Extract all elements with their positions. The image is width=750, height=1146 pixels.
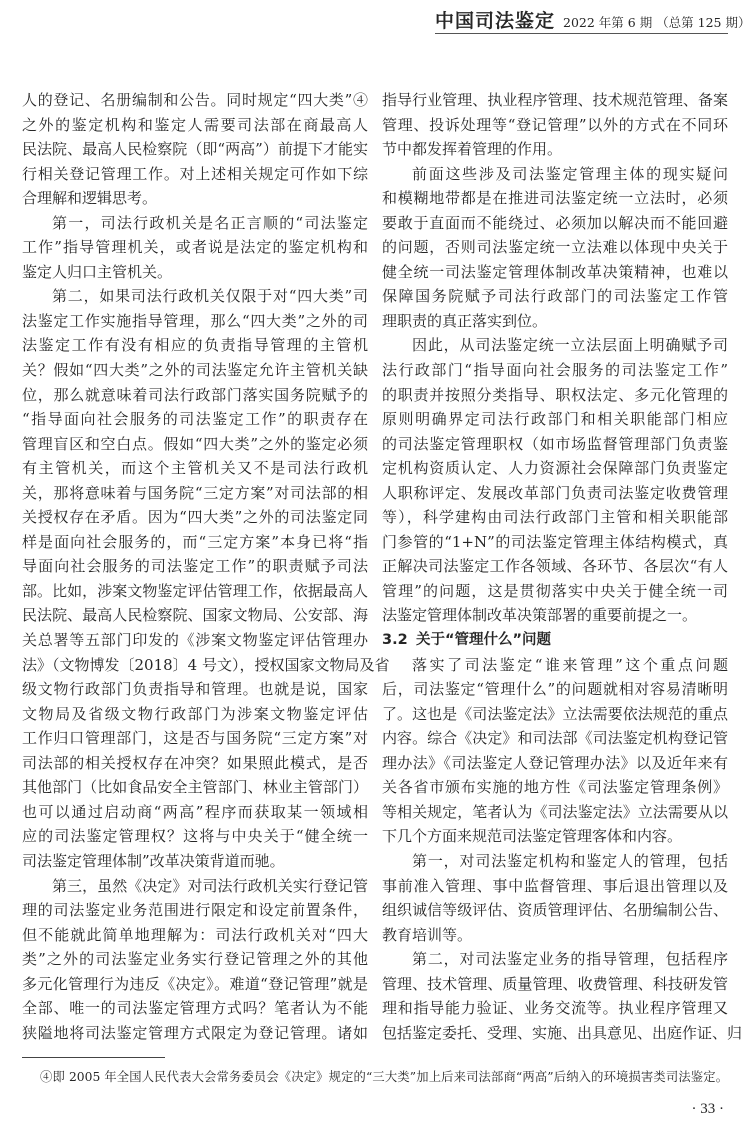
footnote: ④即 2005 年全国人民代表大会常务委员会《决定》规定的“三大类”加上后来司法部商“两高”后纳入的环境损害类司法鉴定。 xyxy=(40,1070,728,1084)
paragraph xyxy=(382,162,728,334)
text-line: 理的司法鉴定业务范围进行限定和设定前置条件， xyxy=(22,901,368,920)
text-line: 节中都发挥着管理的作用。 xyxy=(382,140,563,159)
text-line: 事前准入管理、事中监督管理、事后退出管理以及 xyxy=(382,876,728,895)
text-line: 理办法》《司法鉴定人登记管理办法》以及近年来有 xyxy=(382,753,728,772)
text-line: 管理盲区和空白点。假如“四大类”之外的鉴定必须 xyxy=(22,434,368,453)
text-line: 其他部门（比如食品安全主管部门、林业主管部门） xyxy=(22,778,368,797)
text-line: 多元化管理行为违反《决定》。难道“登记管理”就是 xyxy=(22,974,368,993)
text-line: 第二，对司法鉴定业务的指导管理，包括程序 xyxy=(412,950,728,969)
paragraph xyxy=(382,849,728,947)
text-line: 第二，如果司法行政机关仅限于对“四大类”司 xyxy=(52,287,368,306)
paragraph xyxy=(382,947,743,1045)
text-line: 管理”的问题，这是贯彻落实中央关于健全统一司 xyxy=(382,581,728,600)
footnote-divider xyxy=(22,1057,165,1058)
text-line: 教育培训等。 xyxy=(382,925,473,944)
text-line: 第三，虽然《决定》对司法行政机关实行登记管 xyxy=(52,876,368,895)
text-line: 和模糊地带都是在推进司法鉴定统一立法时，必须 xyxy=(382,189,728,208)
text-line: 民法院、最高人民检察院、国家文物局、公安部、海 xyxy=(22,606,368,625)
paragraph xyxy=(22,88,368,211)
text-line: 第一，司法行政机关是名正言顺的“司法鉴定 xyxy=(52,213,368,232)
text-line: 指导行业管理、执业程序管理、技术规范管理、备案 xyxy=(382,91,728,109)
section-number: 3.2 xyxy=(382,632,408,649)
text-line: 因此，从司法鉴定统一立法层面上明确赋予司 xyxy=(412,336,728,355)
text-line: 前面这些涉及司法鉴定管理主体的现实疑问 xyxy=(412,164,728,183)
text-line: 内容。综合《决定》和司法部《司法鉴定机构登记管 xyxy=(382,729,728,748)
text-line: 级文物行政部门负责指导和管理。也就是说，国家 xyxy=(22,680,368,699)
text-line: 法行政部门“指导面向社会服务的司法鉴定工作” xyxy=(382,361,728,380)
text-line: 司法鉴定管理体制”改革决策背道而驰。 xyxy=(22,851,285,870)
text-line: 也可以通过启动商“两高”程序而获取某一领域相 xyxy=(22,802,368,821)
text-line: 关授权存在矛盾。因为“四大类”之外的司法鉴定同 xyxy=(22,508,368,527)
text-line: 样是面向社会服务的，而“三定方案”本身已将“指 xyxy=(22,532,368,551)
text-line: 人职称评定、发展改革部门负责司法鉴定收费管理 xyxy=(382,483,728,502)
text-line: 后，司法鉴定“管理什么”的问题就相对容易清晰明 xyxy=(382,680,728,699)
text-line: 之外的鉴定机构和鉴定人需要司法部在商最高人 xyxy=(22,115,368,134)
text-line: 定机构资质认定、人力资源社会保障部门负责鉴定 xyxy=(382,459,728,478)
text-line: 等相关规定，笔者认为《司法鉴定法》立法需要从以 xyxy=(382,802,728,821)
text-line: 导面向社会服务的司法鉴定工作”的职责赋予司法 xyxy=(22,557,368,576)
section-title: 关于“管理什么”问题 xyxy=(416,632,552,649)
paragraph xyxy=(382,333,728,628)
text-line: 法鉴定工作有没有相应的负责指导管理的主管机 xyxy=(22,336,368,355)
issue-info: 2022 年第 6 期 （总第 125 期） xyxy=(563,15,750,30)
text-line: 关总署等五部门印发的《涉案文物鉴定评估管理办 xyxy=(22,631,368,650)
text-line: 鉴定人归口主管机关。 xyxy=(22,262,173,281)
text-line: 管理、投诉处理等“登记管理”以外的方式在不同环 xyxy=(382,115,728,134)
left-column xyxy=(22,88,390,1045)
paragraph xyxy=(22,874,368,1046)
text-line: 下几个方面来规范司法鉴定管理客体和内容。 xyxy=(382,827,683,846)
text-line: 法鉴定管理体制改革决策部署的重要前提之一。 xyxy=(382,606,698,625)
text-line: 组织诚信等级评估、资质管理评估、名册编制公告、 xyxy=(382,901,728,920)
page-number: · 33 · xyxy=(691,1101,724,1117)
text-line: 但不能就此简单地理解为：司法行政机关对“四大 xyxy=(22,925,368,944)
running-header xyxy=(435,8,750,34)
text-line: 法》（文物博发〔2018〕4 号文），授权国家文物局及省 xyxy=(22,655,390,674)
text-line: 司法部的相关授权存在冲突？如果照此模式，是否 xyxy=(22,753,368,772)
text-line: 包括鉴定委托、受理、实施、出具意见、出庭作证、归 xyxy=(382,1023,743,1042)
text-line: 有主管机关，而这个主管机关又不是司法行政机 xyxy=(22,459,368,478)
text-line: 部。比如，涉案文物鉴定评估管理工作，依据最高人 xyxy=(22,581,368,600)
text-line: 全部、唯一的司法鉴定管理方式吗？笔者认为不能 xyxy=(22,999,368,1018)
text-line: 保障国务院赋予司法行政部门的司法鉴定工作管 xyxy=(382,287,728,306)
text-line: 应的司法鉴定管理权？这将与中央关于“健全统一 xyxy=(22,827,368,846)
text-line: 正解决司法鉴定工作各领域、各环节、各层次“有人 xyxy=(382,557,728,576)
text-line: 文物局及省级文物行政部门为涉案文物鉴定评估 xyxy=(22,704,368,723)
text-line: 理和指导能力验证、业务交流等。执业程序管理又 xyxy=(382,999,728,1018)
section-heading xyxy=(382,628,728,653)
text-line: 人的登记、名册编制和公告。同时规定“四大类”④ xyxy=(22,91,368,109)
text-line: 行相关登记管理工作。对上述相关规定可作如下综 xyxy=(22,164,368,183)
right-column xyxy=(382,88,743,1045)
text-line: 落实了司法鉴定“谁来管理”这个重点问题 xyxy=(412,655,728,674)
text-line: 关，那将意味着与国务院“三定方案”对司法部的相 xyxy=(22,483,368,502)
text-line: 狭隘地将司法鉴定管理方式限定为登记管理。诸如 xyxy=(22,1023,368,1042)
text-line: 要敢于直面而不能绕过、必须加以解决而不能回避 xyxy=(382,213,728,232)
text-line: 管理、技术管理、质量管理、收费管理、科技研发管 xyxy=(382,974,728,993)
text-line: “指导面向社会服务的司法鉴定工作”的职责存在 xyxy=(22,410,368,429)
text-line: 工作归口管理部门，这是否与国务院“三定方案”对 xyxy=(22,729,368,748)
text-line: 工作”指导管理机关，或者说是法定的鉴定机构和 xyxy=(22,238,368,257)
text-line: 的职责并按照分类指导、职权法定、多元化管理的 xyxy=(382,385,728,404)
paragraph xyxy=(382,88,728,162)
text-line: 类”之外的司法鉴定业务实行登记管理之外的其他 xyxy=(22,950,368,969)
text-line: 第一，对司法鉴定机构和鉴定人的管理，包括 xyxy=(412,851,728,870)
journal-title: 中国司法鉴定 xyxy=(435,10,556,32)
text-line: 理职责的真正落实到位。 xyxy=(382,311,548,330)
text-line: 等），科学建构由司法行政部门主管和相关职能部 xyxy=(382,508,728,527)
text-line: 关？假如“四大类”之外的司法鉴定允许主管机关缺 xyxy=(22,361,368,380)
text-line: 健全统一司法鉴定管理体制改革决策精神，也难以 xyxy=(382,262,728,281)
text-line: 合理解和逻辑思考。 xyxy=(22,189,158,208)
text-line: 门参管的“1+N”的司法鉴定管理主体结构模式，真 xyxy=(382,532,728,551)
paragraph xyxy=(22,284,390,873)
text-line: 了。这也是《司法鉴定法》立法需要依法规范的重点 xyxy=(382,704,728,723)
text-line: 民法院、最高人民检察院（即“两高”）前提下才能实 xyxy=(22,140,368,159)
text-line: 的司法鉴定管理职权（如市场监督管理部门负责鉴 xyxy=(382,434,728,453)
text-line: 法鉴定工作实施指导管理，那么“四大类”之外的司 xyxy=(22,311,368,330)
text-line: 的问题，否则司法鉴定统一立法难以体现中央关于 xyxy=(382,238,728,257)
paragraph xyxy=(382,653,728,849)
text-line: 位，那么就意味着司法行政部门落实国务院赋予的 xyxy=(22,385,368,404)
paragraph xyxy=(22,211,368,285)
text-line: 关各省市颁布实施的地方性《司法鉴定管理条例》 xyxy=(382,778,728,797)
text-line: 原则明确界定司法行政部门和相关职能部门相应 xyxy=(382,410,728,429)
